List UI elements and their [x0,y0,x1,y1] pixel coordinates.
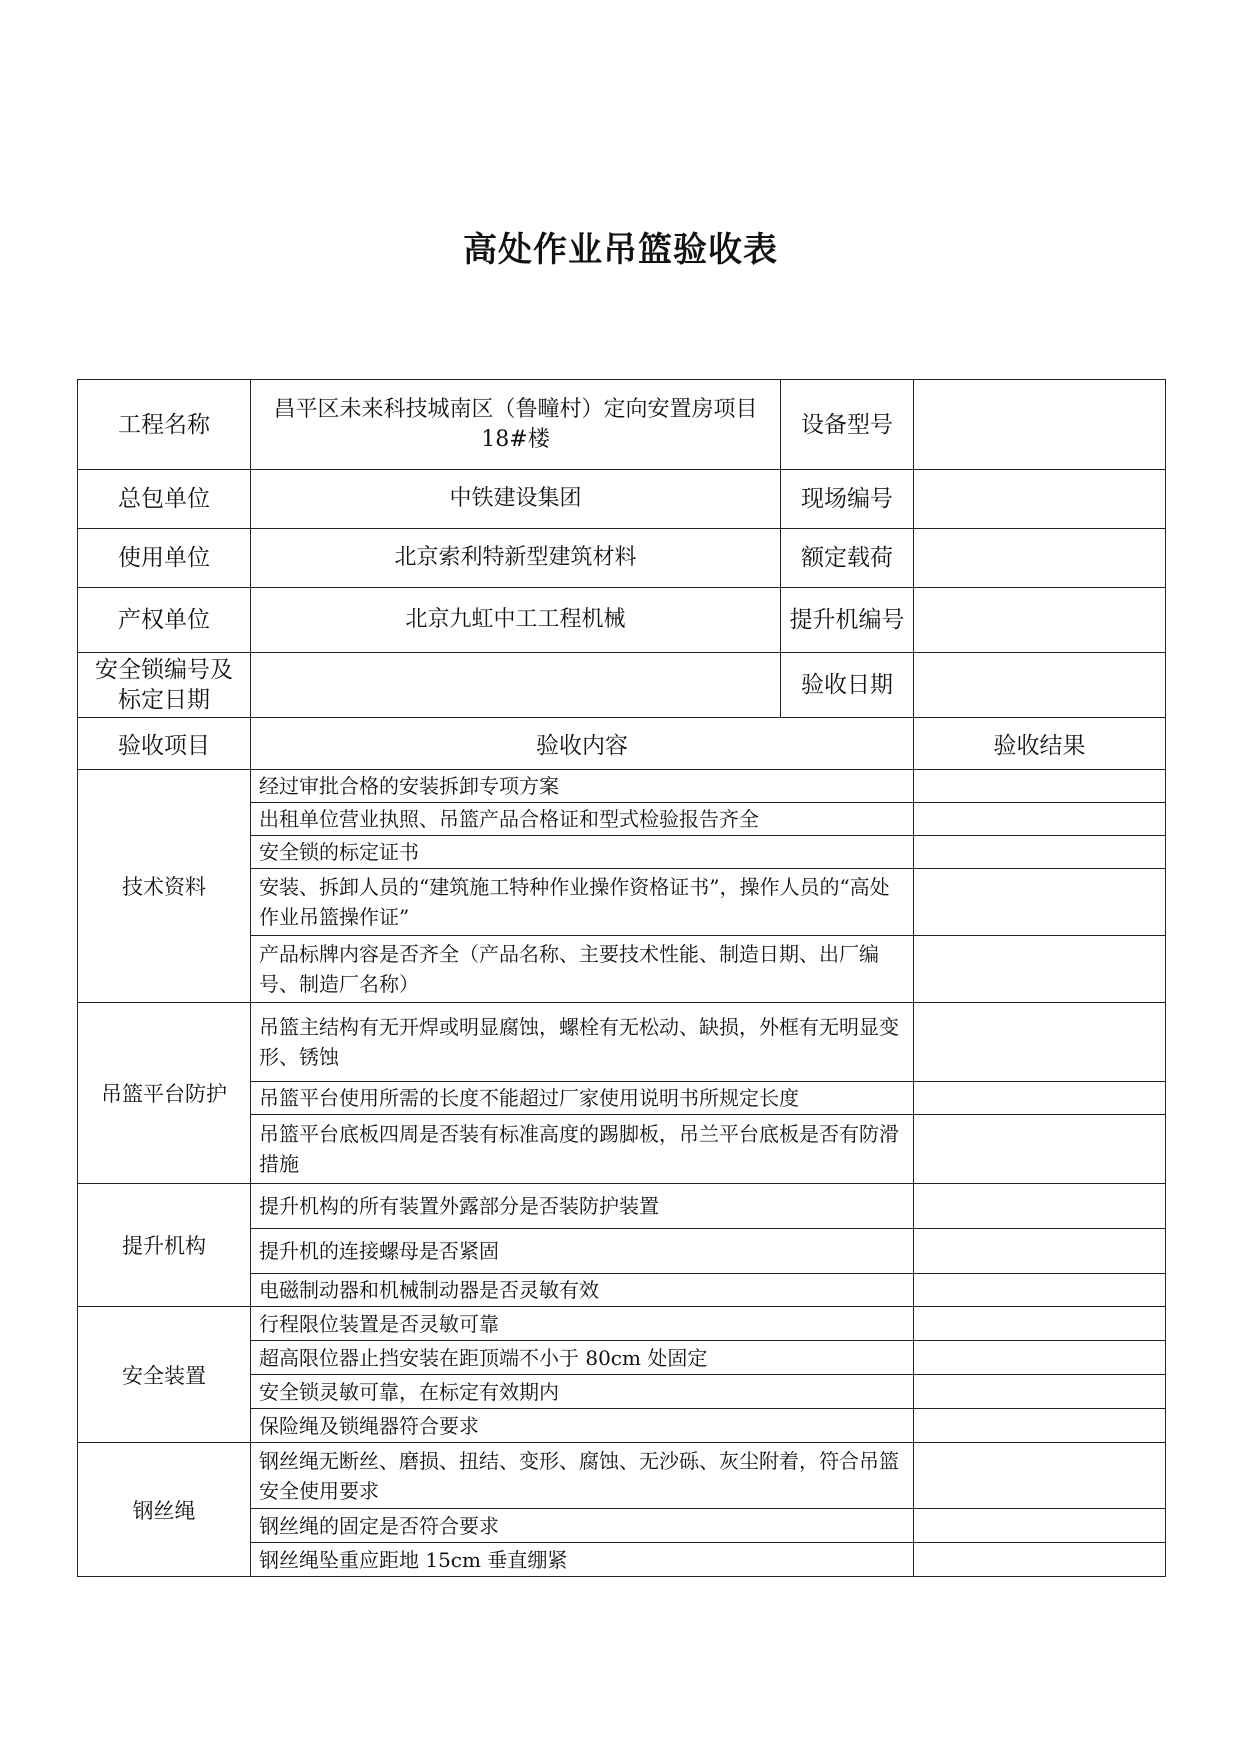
result-cell[interactable] [914,1082,1166,1115]
owner-unit-value[interactable]: 北京九虹中工工程机械 [251,588,781,653]
inspection-item: 钢丝绳坠重应距地 15cm 垂直绷紧 [251,1543,914,1577]
inspection-item: 提升机的连接螺母是否紧固 [251,1229,914,1274]
table-row [78,770,1166,803]
result-cell[interactable] [914,869,1166,936]
inspection-item: 出租单位营业执照、吊篮产品合格证和型式检验报告齐全 [251,803,914,836]
section-label-wire-rope: 钢丝绳 [78,1443,251,1577]
rated-load-label: 额定载荷 [781,529,914,588]
section-label-platform-protection: 吊篮平台防护 [78,1003,251,1184]
page-title: 高处作业吊篮验收表 [463,230,778,270]
header-row-user-unit [78,529,1166,588]
inspection-item: 吊篮平台底板四周是否装有标准高度的踢脚板，吊兰平台底板是否有防滑措施 [251,1115,914,1184]
user-unit-value[interactable]: 北京索利特新型建筑材料 [251,529,781,588]
inspection-item: 吊篮主结构有无开焊或明显腐蚀，螺栓有无松动、缺损，外框有无明显变形、锈蚀 [251,1003,914,1082]
acceptance-date-value[interactable] [914,653,1166,718]
inspection-item: 提升机构的所有装置外露部分是否装防护装置 [251,1184,914,1229]
header-row-lock [78,653,1166,718]
inspection-item: 产品标牌内容是否齐全（产品名称、主要技术性能、制造日期、出厂编号、制造厂名称） [251,936,914,1003]
lock-number-value[interactable] [251,653,781,718]
site-number-label: 现场编号 [781,470,914,529]
equipment-model-value[interactable] [914,380,1166,470]
contractor-label: 总包单位 [78,470,251,529]
owner-unit-label: 产权单位 [78,588,251,653]
result-cell[interactable] [914,1509,1166,1543]
table-row [78,1307,1166,1341]
acceptance-form-table [77,379,1166,1577]
lock-number-label: 安全锁编号及标定日期 [78,653,251,718]
section-label-safety-devices: 安全装置 [78,1307,251,1443]
table-row [78,1003,1166,1082]
result-cell[interactable] [914,1341,1166,1375]
table-row [78,1443,1166,1509]
project-name-label: 工程名称 [78,380,251,470]
column-header-row [78,718,1166,770]
result-cell[interactable] [914,1375,1166,1409]
header-row-owner-unit [78,588,1166,653]
acceptance-date-label: 验收日期 [781,653,914,718]
inspection-item: 钢丝绳的固定是否符合要求 [251,1509,914,1543]
section-label-hoist-mechanism: 提升机构 [78,1184,251,1307]
result-cell[interactable] [914,1184,1166,1229]
result-cell[interactable] [914,1274,1166,1307]
inspection-item: 保险绳及锁绳器符合要求 [251,1409,914,1443]
inspection-item: 吊篮平台使用所需的长度不能超过厂家使用说明书所规定长度 [251,1082,914,1115]
column-header-result: 验收结果 [914,718,1166,770]
inspection-item: 安全锁的标定证书 [251,836,914,869]
column-header-item: 验收项目 [78,718,251,770]
table-row [78,1184,1166,1229]
result-cell[interactable] [914,1543,1166,1577]
result-cell[interactable] [914,803,1166,836]
result-cell[interactable] [914,770,1166,803]
result-cell[interactable] [914,1443,1166,1509]
header-row-project [78,380,1166,470]
hoist-number-label: 提升机编号 [781,588,914,653]
inspection-item: 经过审批合格的安装拆卸专项方案 [251,770,914,803]
inspection-item: 钢丝绳无断丝、磨损、扭结、变形、腐蚀、无沙砾、灰尘附着，符合吊篮安全使用要求 [251,1443,914,1509]
inspection-item: 超高限位器止挡安装在距顶端不小于 80cm 处固定 [251,1341,914,1375]
section-label-tech-docs: 技术资料 [78,770,251,1003]
inspection-item: 安装、拆卸人员的“建筑施工特种作业操作资格证书”，操作人员的“高处作业吊篮操作证” [251,869,914,936]
user-unit-label: 使用单位 [78,529,251,588]
result-cell[interactable] [914,936,1166,1003]
hoist-number-value[interactable] [914,588,1166,653]
rated-load-value[interactable] [914,529,1166,588]
result-cell[interactable] [914,836,1166,869]
site-number-value[interactable] [914,470,1166,529]
result-cell[interactable] [914,1409,1166,1443]
result-cell[interactable] [914,1307,1166,1341]
result-cell[interactable] [914,1115,1166,1184]
column-header-content: 验收内容 [251,718,914,770]
contractor-value[interactable]: 中铁建设集团 [251,470,781,529]
inspection-item: 行程限位装置是否灵敏可靠 [251,1307,914,1341]
result-cell[interactable] [914,1003,1166,1082]
inspection-item: 安全锁灵敏可靠，在标定有效期内 [251,1375,914,1409]
inspection-item: 电磁制动器和机械制动器是否灵敏有效 [251,1274,914,1307]
header-row-contractor [78,470,1166,529]
project-name-value[interactable]: 昌平区未来科技城南区（鲁疃村）定向安置房项目 18#楼 [251,380,781,470]
equipment-model-label: 设备型号 [781,380,914,470]
result-cell[interactable] [914,1229,1166,1274]
